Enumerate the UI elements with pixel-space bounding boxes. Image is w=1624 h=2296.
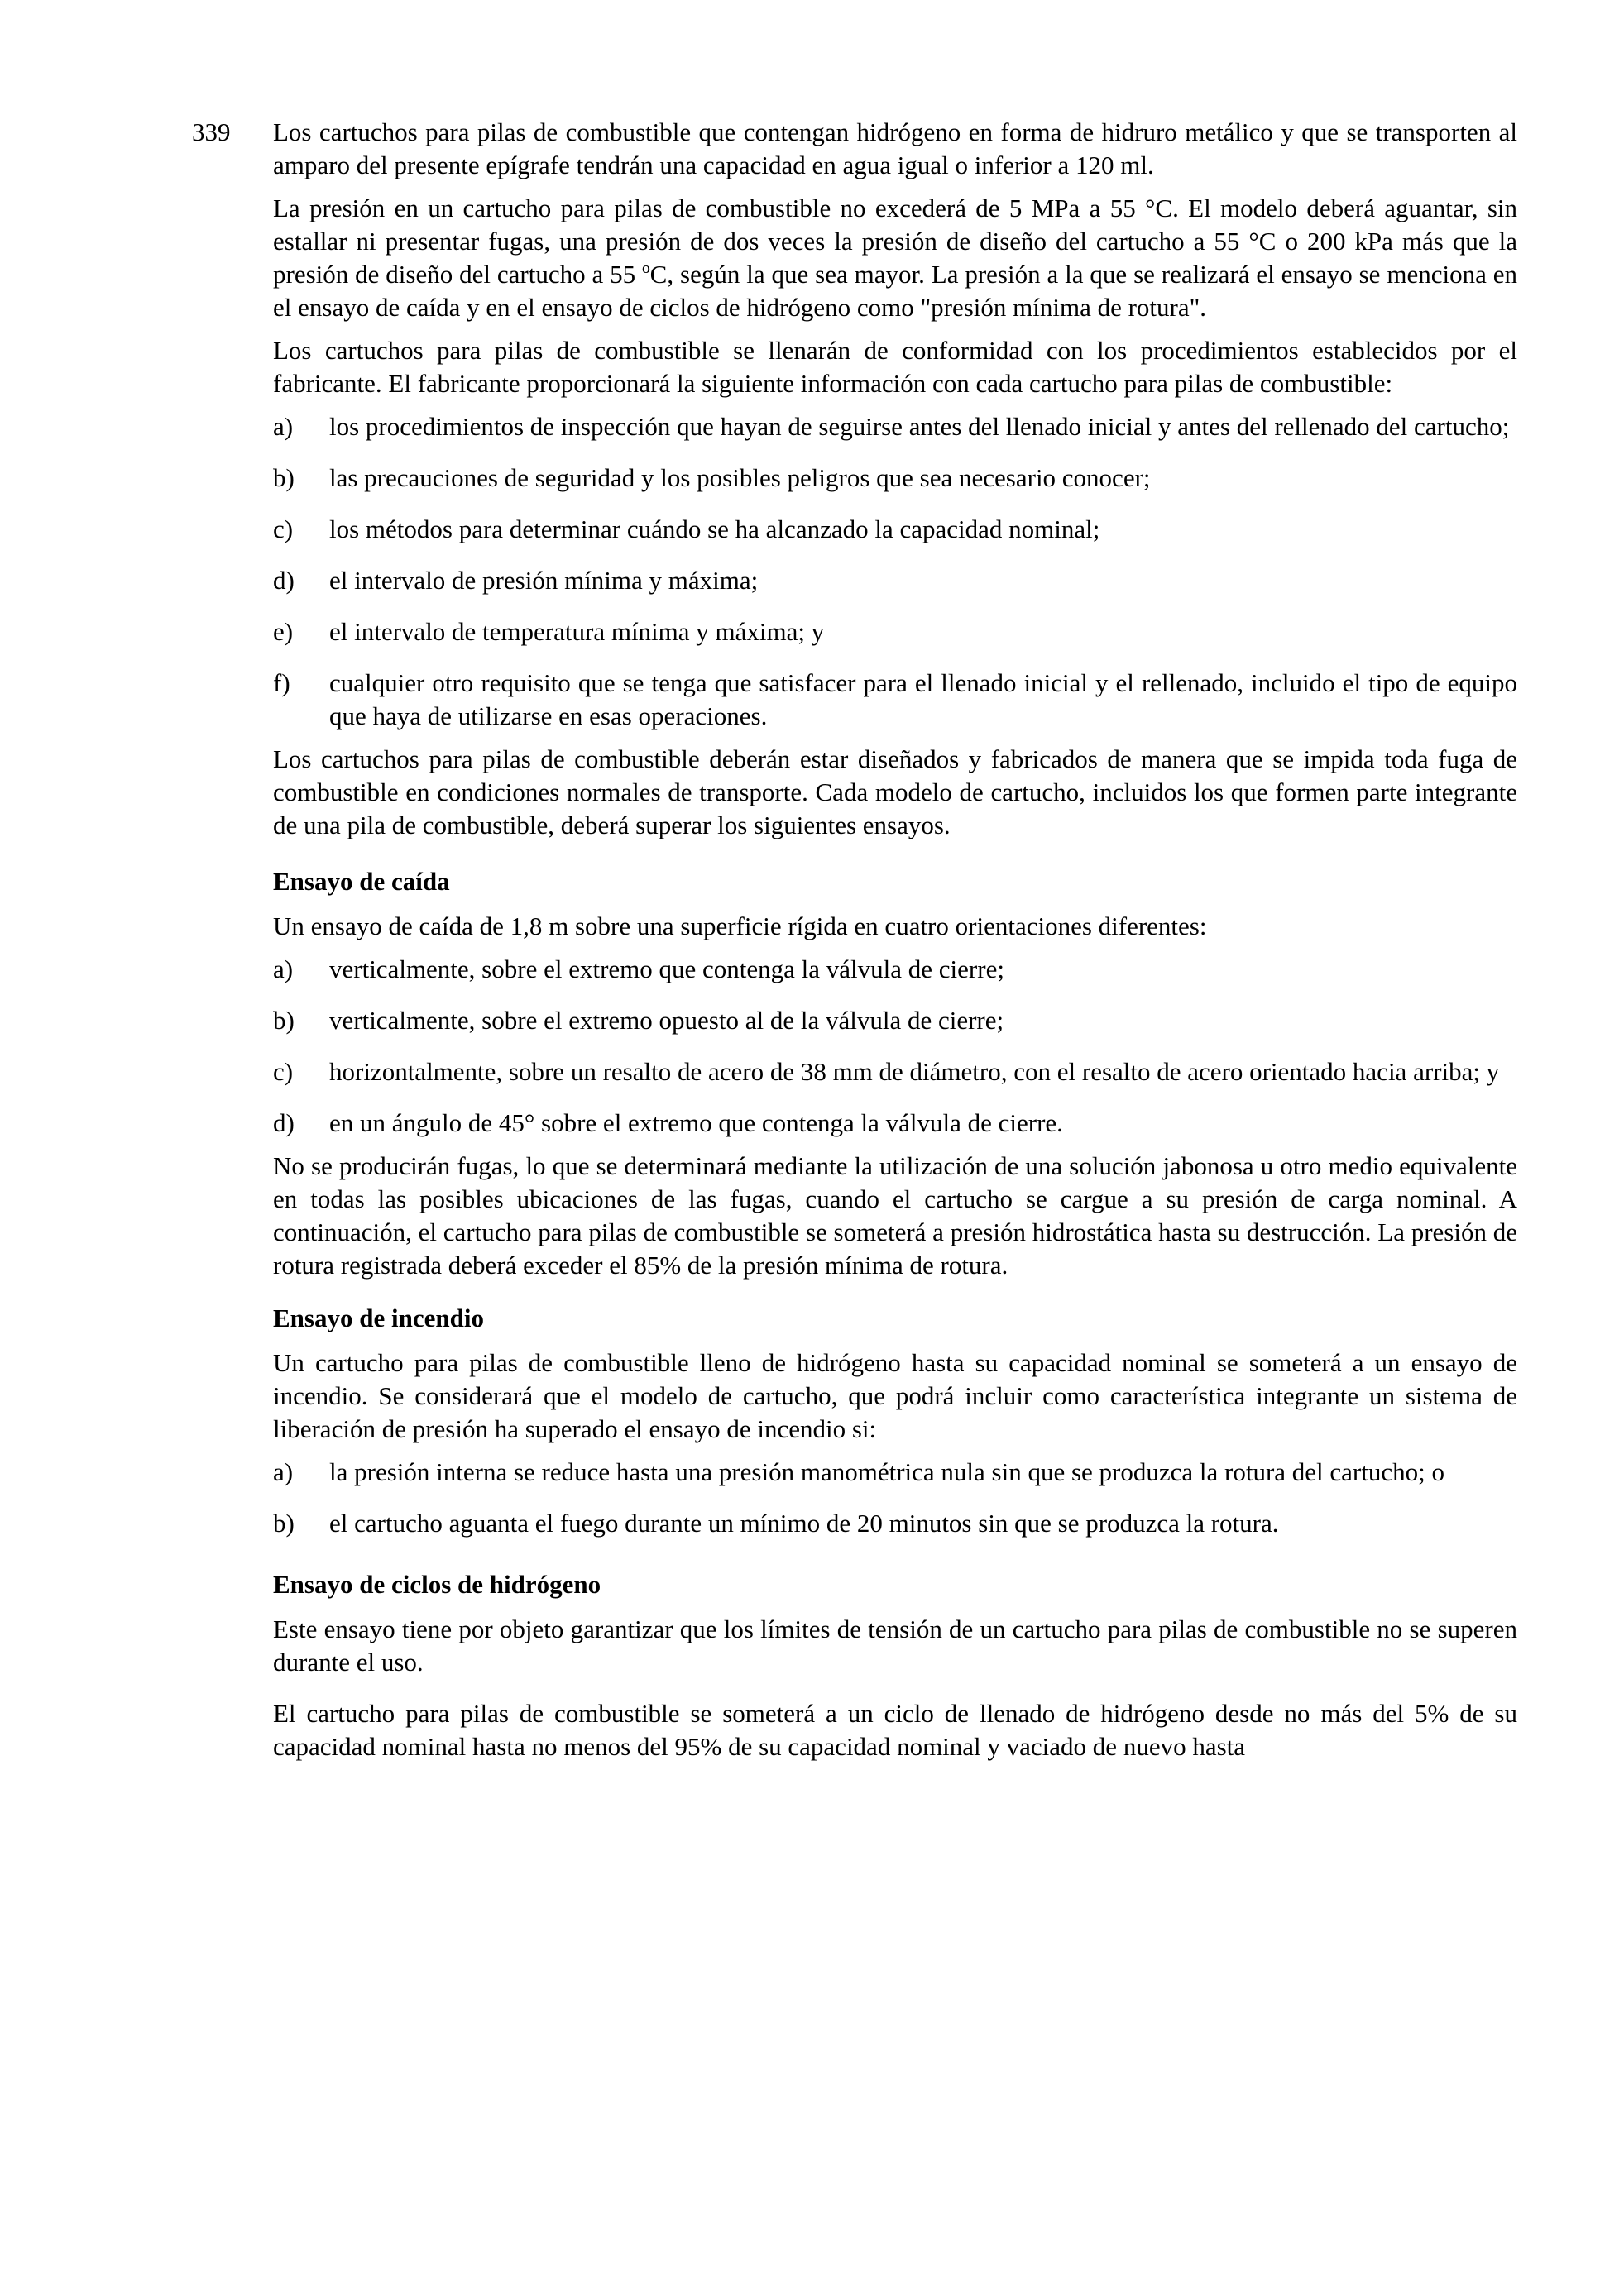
list-text: el intervalo de temperatura mínima y máxima; y <box>329 617 825 646</box>
drop-test-orientations-list <box>273 953 1517 1140</box>
list-letter: d) <box>273 566 295 595</box>
list-text: el cartucho aguanta el fuego durante un mínimo de 20 minutos sin que se produzca la rotura. <box>329 1509 1279 1538</box>
hydrogen-cycling-purpose: Este ensayo tiene por objeto garantizar que los límites de tensión de un cartucho para pilas de combustible no se superen durante el uso. <box>273 1614 1517 1677</box>
drop-test-conclusion: No se producirán fugas, lo que se determinará mediante la utilización de una solución jabonosa u otro medio equivalente en todas las posibles ubicaciones de las fugas, cuando el cartucho se cargue a su presión de carga nominal. A continuación, el cartucho para pilas de combustible se someterá a presión hidrostática hasta su destrucción. La presión de rotura registrada deberá exceder el 85% de la presión mínima de rotura. <box>273 1151 1517 1280</box>
list-text: la presión interna se reduce hasta una presión manométrica nula sin que se produzca la rotura del cartucho; o <box>329 1457 1444 1486</box>
list-item <box>273 615 1517 648</box>
manufacturer-info-list <box>273 410 1517 733</box>
heading-drop-test: Ensayo de caída <box>273 867 450 896</box>
paragraph-design: Los cartuchos para pilas de combustible deberán estar diseñados y fabricados de manera que se impida toda fuga de combustible en condiciones normales de transporte. Cada modelo de cartucho, incluidos los que formen parte integrante de una pila de combustible, deberá superar los siguientes ensayos. <box>273 744 1517 839</box>
list-item <box>273 1507 1517 1540</box>
list-text: los métodos para determinar cuándo se ha alcanzado la capacidad nominal; <box>329 514 1100 543</box>
list-letter: f) <box>273 668 290 697</box>
list-text: las precauciones de seguridad y los posibles peligros que sea necesario conocer; <box>329 463 1151 492</box>
paragraph-pressure: La presión en un cartucho para pilas de combustible no excederá de 5 MPa a 55 °C. El modelo deberá aguantar, sin estallar ni presentar fugas, una presión de dos veces la presión de diseño del cartucho a 55 °C o 200 kPa más que la presión de diseño del cartucho a 55 ºC, según la que sea mayor. La presión a la que se realizará el ensayo se menciona en el ensayo de caída y en el ensayo de ciclos de hidrógeno como "presión mínima de rotura". <box>273 194 1517 322</box>
provision-body <box>273 116 1517 1773</box>
heading-fire-test: Ensayo de incendio <box>273 1303 484 1332</box>
list-text: en un ángulo de 45° sobre el extremo que contenga la válvula de cierre. <box>329 1108 1063 1137</box>
list-text: el intervalo de presión mínima y máxima; <box>329 566 759 595</box>
list-item <box>273 667 1517 733</box>
fire-test-conditions-list <box>273 1456 1517 1540</box>
drop-test-intro: Un ensayo de caída de 1,8 m sobre una superficie rígida en cuatro orientaciones diferentes: <box>273 911 1207 940</box>
list-text: horizontalmente, sobre un resalto de acero de 38 mm de diámetro, con el resalto de acero orientado hacia arriba; y <box>329 1057 1500 1086</box>
list-letter: d) <box>273 1108 295 1137</box>
list-text: cualquier otro requisito que se tenga que satisfacer para el llenado inicial y el rellenado, incluido el tipo de equipo que haya de utilizarse en esas operaciones. <box>329 668 1517 730</box>
list-letter: a) <box>273 954 294 983</box>
hydrogen-cycling-procedure: El cartucho para pilas de combustible se someterá a un ciclo de llenado de hidrógeno desde no más del 5% de su capacidad nominal hasta no menos del 95% de su capacidad nominal y vaciado de nuevo hasta <box>273 1699 1517 1761</box>
list-letter: e) <box>273 617 294 646</box>
list-item <box>273 564 1517 597</box>
list-letter: b) <box>273 463 295 492</box>
list-item <box>273 1004 1517 1037</box>
fire-test-intro: Un cartucho para pilas de combustible lleno de hidrógeno hasta su capacidad nominal se someterá a un ensayo de incendio. Se considerará que el modelo de cartucho, que podrá incluir como característica integrante un sistema de liberación de presión ha superado el ensayo de incendio si: <box>273 1348 1517 1443</box>
list-item <box>273 953 1517 986</box>
list-item <box>273 1107 1517 1140</box>
list-letter: c) <box>273 514 294 543</box>
list-letter: c) <box>273 1057 294 1086</box>
list-letter: b) <box>273 1006 295 1035</box>
list-letter: a) <box>273 1457 294 1486</box>
list-item <box>273 462 1517 495</box>
list-letter: b) <box>273 1509 295 1538</box>
list-text: verticalmente, sobre el extremo opuesto al de la válvula de cierre; <box>329 1006 1004 1035</box>
provision-number: 339 <box>192 117 231 146</box>
list-item <box>273 1055 1517 1088</box>
list-text: los procedimientos de inspección que hayan de seguirse antes del llenado inicial y antes del rellenado del cartucho; <box>329 412 1510 441</box>
list-item <box>273 1456 1517 1489</box>
list-letter: a) <box>273 412 294 441</box>
paragraph-filling: Los cartuchos para pilas de combustible se llenarán de conformidad con los procedimientos establecidos por el fabricante. El fabricante proporcionará la siguiente información con cada cartucho para pilas de combustible: <box>273 336 1517 398</box>
list-item <box>273 410 1517 443</box>
heading-hydrogen-cycling-test: Ensayo de ciclos de hidrógeno <box>273 1570 601 1599</box>
paragraph-capacity: Los cartuchos para pilas de combustible que contengan hidrógeno en forma de hidruro metálico y que se transporten al amparo del presente epígrafe tendrán una capacidad en agua igual o inferior a 120 ml. <box>273 117 1517 179</box>
list-item <box>273 513 1517 546</box>
list-text: verticalmente, sobre el extremo que contenga la válvula de cierre; <box>329 954 1004 983</box>
